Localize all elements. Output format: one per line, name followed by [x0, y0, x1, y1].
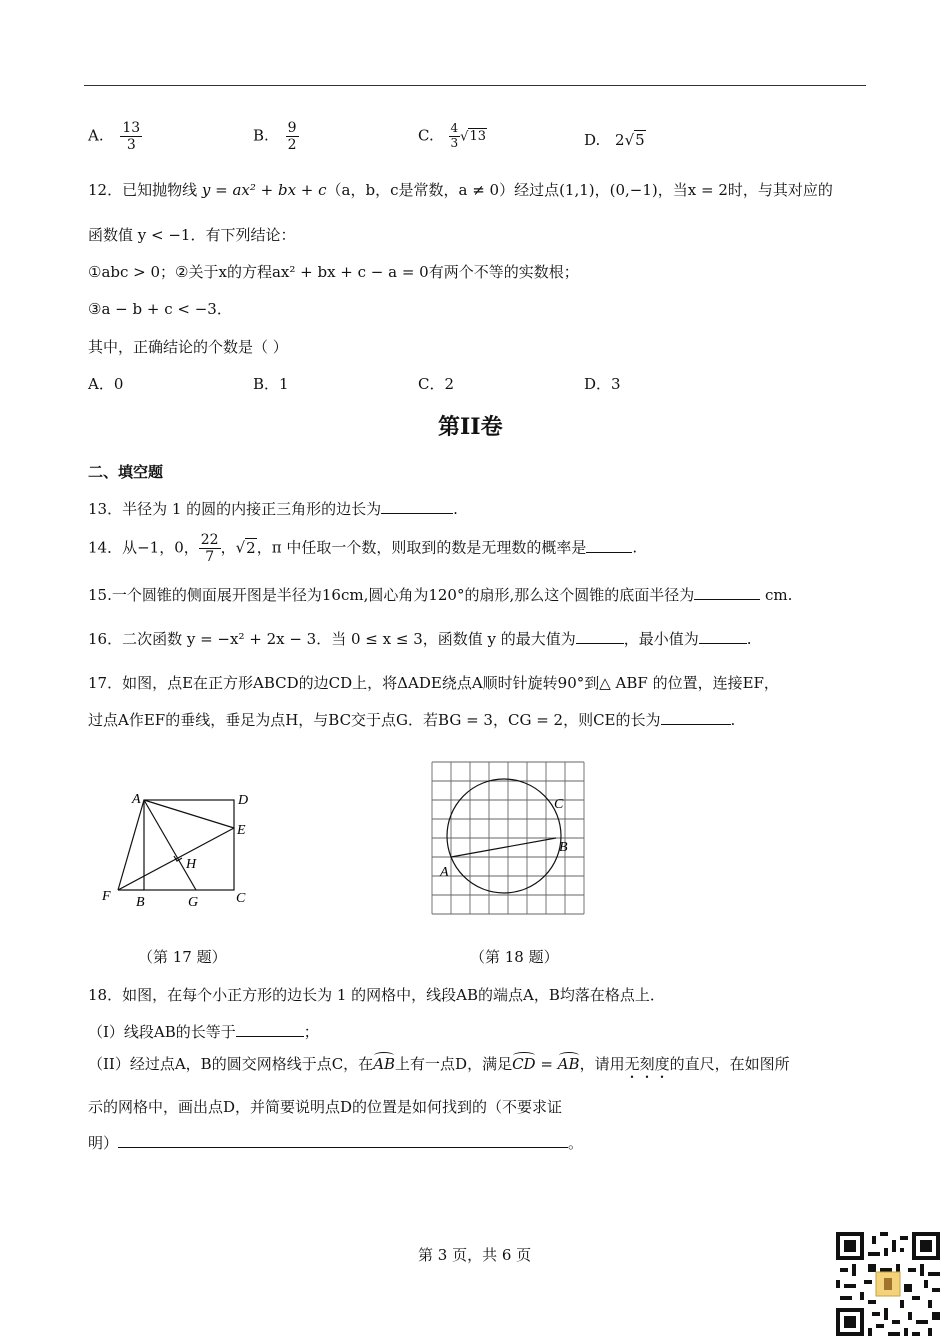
q12-option-d: D．3: [584, 375, 621, 393]
label-c: C: [554, 797, 564, 812]
q12-line2: 函数值 y < −1．有下列结论：: [88, 226, 296, 244]
q12-option-a: A．0: [88, 375, 124, 393]
q15: 15.一个圆锥的侧面展开图是半径为16cm,圆心角为120°的扇形,那么这个圆锥的底面半径为 cm.: [88, 586, 793, 604]
q18-part2: （II）经过点A，B的圆交网格线于点C，在AB上有一点D，满足CD = AB，请用无刻度的直尺，在如图所: [88, 1055, 790, 1073]
label-h: H: [186, 857, 197, 872]
q11-option-c: C. $\frac{4}{3}$ √13: [418, 121, 486, 150]
label-g: G: [188, 895, 199, 910]
header-rule: [84, 85, 866, 86]
q12-line1: 12．已知抛物线 y = ax² + bx + c（a，b，c是常数，a ≠ 0）经过点(1,1)，(0,−1)，当x = 2时，与其对应的: [88, 181, 833, 199]
label-d: D: [238, 793, 249, 808]
q18-line4: 明） 。: [88, 1134, 584, 1152]
q11-option-d: D. 2√5: [584, 131, 645, 149]
label-c: C: [236, 891, 246, 906]
q12-line4: ③a − b + c < −3．: [88, 300, 232, 318]
q12-line5: 其中，正确结论的个数是（ ）: [88, 338, 288, 356]
q12-option-c: C．2: [418, 375, 455, 393]
q14: 14．从−1，0， $\frac{22}{7}$ ，√2，π 中任取一个数，则取到的数是无理数的概率是 .: [88, 532, 638, 566]
label-b: B: [559, 840, 568, 855]
figure-18-caption: （第 18 题）: [470, 948, 559, 966]
page-footer: 第 3 页，共 6 页: [418, 1246, 532, 1264]
qr-code: [836, 1232, 940, 1336]
label-f: F: [102, 889, 111, 904]
q11-option-b: B. $\frac{9}{2}$: [253, 120, 297, 154]
q12-line3: ①abc > 0；②关于x的方程ax² + bx + c − a = 0有两个不等的实数根；: [88, 263, 579, 281]
q16: 16．二次函数 y = −x² + 2x − 3．当 0 ≤ x ≤ 3，函数值 y 的最大值为 ，最小值为 .: [88, 630, 752, 648]
q13: 13．半径为 1 的圆的内接正三角形的边长为 .: [88, 500, 458, 518]
figure-17: [98, 788, 268, 912]
figure-18: [428, 758, 588, 918]
q17-line1: 17．如图，点E在正方形ABCD的边CD上，将ΔADE绕点A顺时针旋转90°到△ ABF 的位置，连接EF，: [88, 674, 779, 692]
q18-line1: 18．如图，在每个小正方形的边长为 1 的网格中，线段AB的端点A，B均落在格点上．: [88, 986, 665, 1004]
label-a: A: [440, 865, 449, 880]
q12-option-b: B．1: [253, 375, 289, 393]
section-title: 第II卷: [438, 414, 503, 440]
section-subheading: 二、填空题: [88, 463, 164, 481]
label-a: A: [132, 792, 141, 807]
q17-line2: 过点A作EF的垂线，垂足为点H，与BC交于点G．若BG = 3，CG = 2，则CE的长为 .: [88, 711, 736, 729]
q11-option-a: A. $\frac{13}{3}$: [88, 120, 141, 154]
q18-part1: （I）线段AB的长等于 ；: [88, 1023, 319, 1041]
figure-17-caption: （第 17 题）: [138, 948, 227, 966]
label-b: B: [136, 895, 145, 910]
label-e: E: [237, 823, 246, 838]
q18-line3: 示的网格中，画出点D，并简要说明点D的位置是如何找到的（不要求证: [88, 1098, 563, 1116]
